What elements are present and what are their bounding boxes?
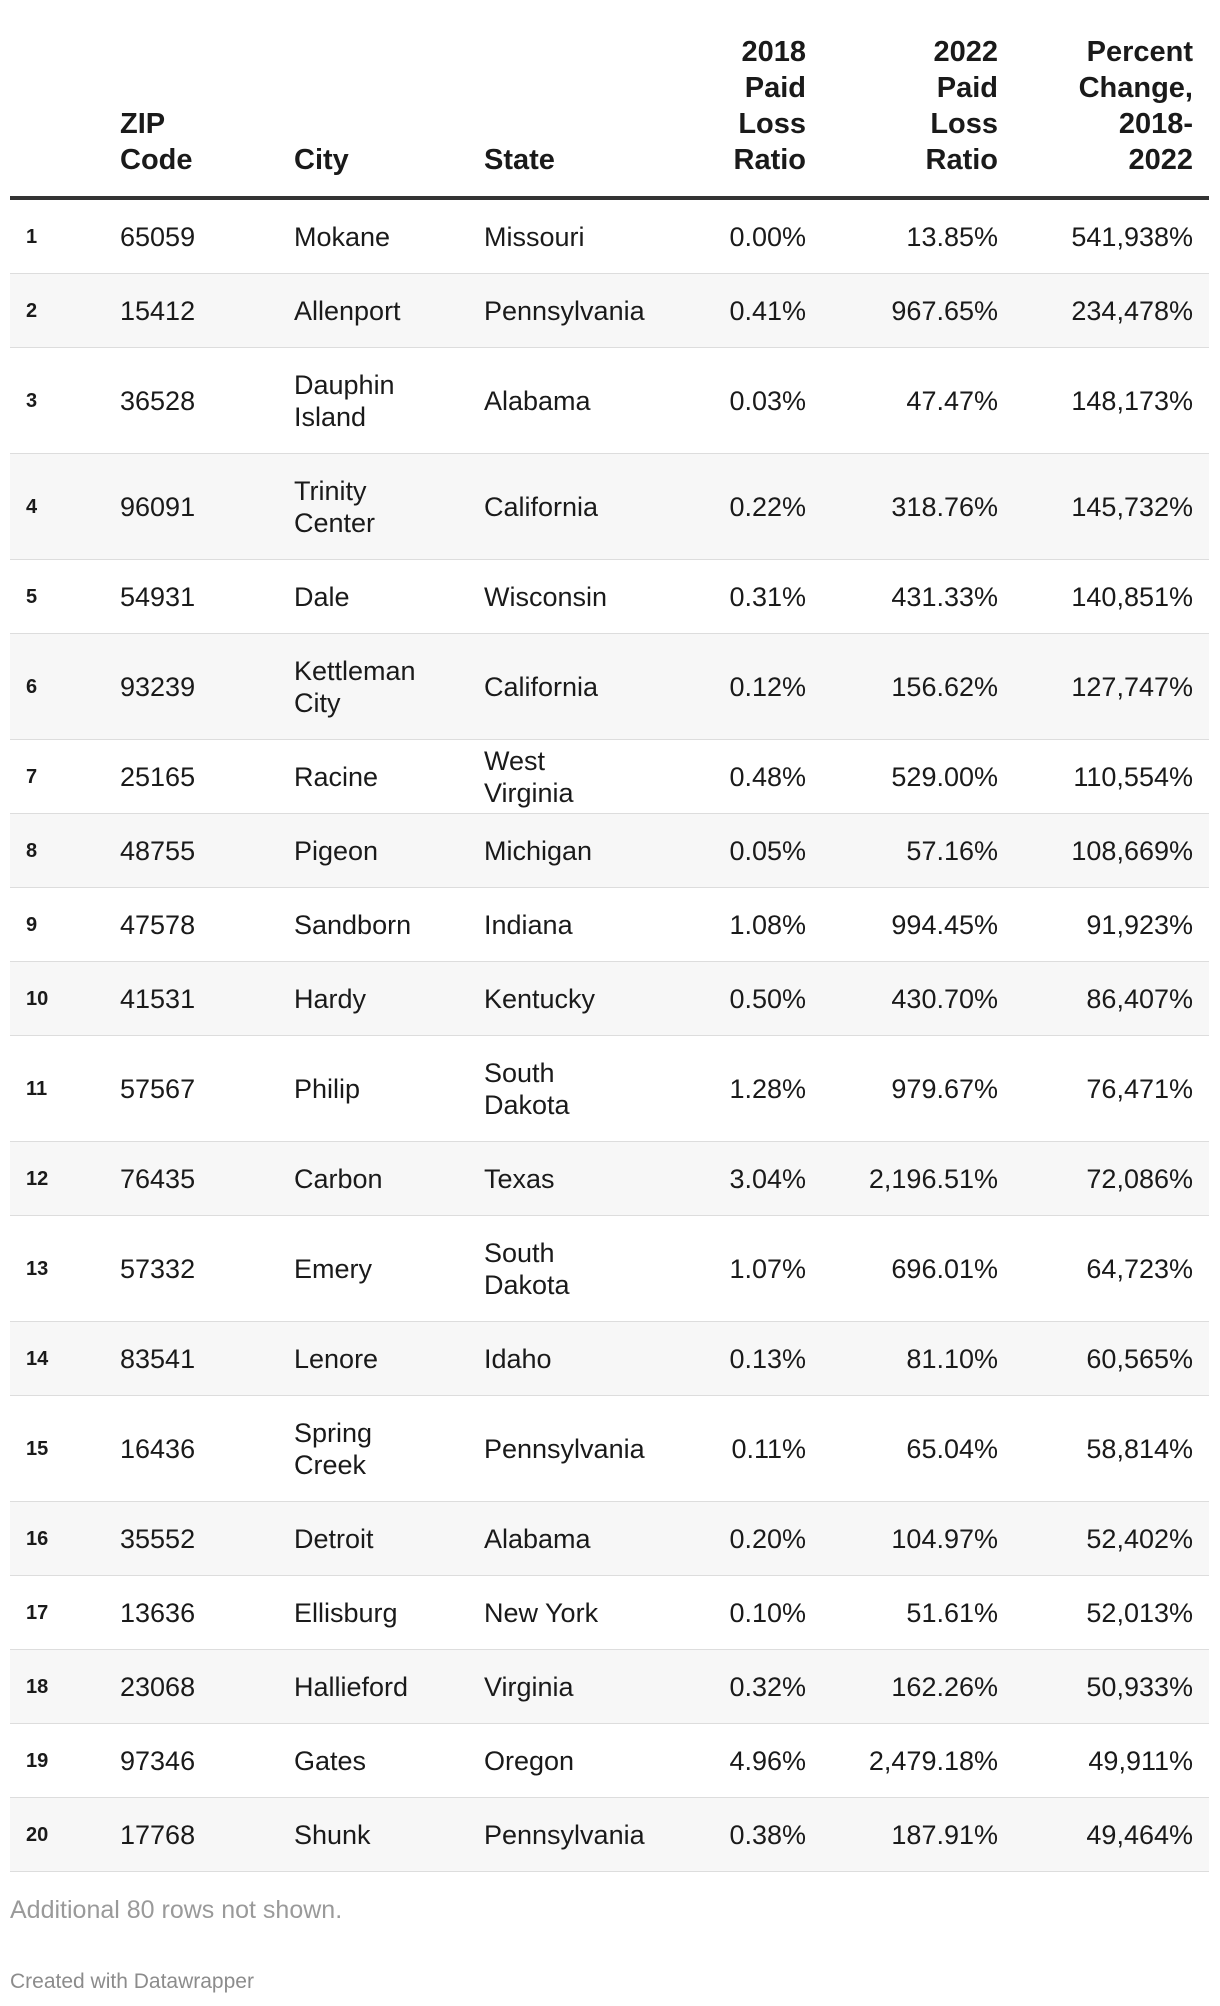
ratio-2022-cell: 529.00% [822,740,1014,814]
ratio-2018-cell: 0.50% [642,962,822,1036]
ratio-2022-cell: 13.85% [822,198,1014,274]
state-cell: Alabama [468,1502,642,1576]
rank-cell: 5 [10,560,104,634]
ratio-2018-cell: 0.05% [642,814,822,888]
state-cell: Idaho [468,1322,642,1396]
zip-code-cell: 57332 [104,1216,278,1322]
loss-ratio-table [10,34,1209,1872]
state-cell: Pennsylvania [468,1798,642,1872]
city-cell: Dale [278,560,468,634]
zip-code-cell: 93239 [104,634,278,740]
zip-code-cell: 17768 [104,1798,278,1872]
percent-change-cell: 50,933% [1014,1650,1209,1724]
ratio-2022-cell: 51.61% [822,1576,1014,1650]
state-cell: Wisconsin [468,560,642,634]
rank-cell: 15 [10,1396,104,1502]
ratio-2022-cell: 967.65% [822,274,1014,348]
percent-change-cell: 110,554% [1014,740,1209,814]
rank-cell: 17 [10,1576,104,1650]
city-cell: Dauphin Island [278,348,468,454]
ratio-2022-cell: 104.97% [822,1502,1014,1576]
table-row [10,454,1209,560]
percent-change-cell: 108,669% [1014,814,1209,888]
city-cell: Detroit [278,1502,468,1576]
rank-cell: 12 [10,1142,104,1216]
ratio-2018-cell: 4.96% [642,1724,822,1798]
ratio-2022-cell: 430.70% [822,962,1014,1036]
table-row [10,962,1209,1036]
state-cell: Missouri [468,198,642,274]
ratio-2022-cell: 696.01% [822,1216,1014,1322]
city-cell: Shunk [278,1798,468,1872]
zip-code-cell: 25165 [104,740,278,814]
state-cell: Texas [468,1142,642,1216]
state-cell: New York [468,1576,642,1650]
table-row [10,1650,1209,1724]
city-cell: Pigeon [278,814,468,888]
ratio-2022-cell: 994.45% [822,888,1014,962]
rank-cell: 13 [10,1216,104,1322]
rank-cell: 2 [10,274,104,348]
rank-cell: 7 [10,740,104,814]
city-cell: Gates [278,1724,468,1798]
city-cell: Mokane [278,198,468,274]
zip-code-cell: 76435 [104,1142,278,1216]
table-row [10,1576,1209,1650]
header-rank[interactable] [10,34,104,198]
zip-code-cell: 13636 [104,1576,278,1650]
percent-change-cell: 52,013% [1014,1576,1209,1650]
zip-code-cell: 36528 [104,348,278,454]
city-cell: Hallieford [278,1650,468,1724]
zip-code-cell: 96091 [104,454,278,560]
table-row [10,1724,1209,1798]
ratio-2018-cell: 0.00% [642,198,822,274]
state-cell: California [468,634,642,740]
ratio-2022-cell: 2,196.51% [822,1142,1014,1216]
state-cell: South Dakota [468,1036,642,1142]
ratio-2018-cell: 0.31% [642,560,822,634]
city-cell: Kettleman City [278,634,468,740]
rank-cell: 14 [10,1322,104,1396]
table-body [10,198,1209,1872]
zip-code-cell: 97346 [104,1724,278,1798]
table-row [10,1036,1209,1142]
state-cell: Kentucky [468,962,642,1036]
rank-cell: 10 [10,962,104,1036]
ratio-2022-cell: 65.04% [822,1396,1014,1502]
city-cell: Lenore [278,1322,468,1396]
city-cell: Spring Creek [278,1396,468,1502]
ratio-2022-cell: 57.16% [822,814,1014,888]
rank-cell: 1 [10,198,104,274]
ratio-2022-cell: 318.76% [822,454,1014,560]
state-cell: Virginia [468,1650,642,1724]
ratio-2018-cell: 0.12% [642,634,822,740]
ratio-2018-cell: 0.11% [642,1396,822,1502]
table-row [10,274,1209,348]
table-row [10,740,1209,814]
state-cell: Pennsylvania [468,1396,642,1502]
header-zip-code[interactable]: ZIP Code [104,34,278,198]
zip-code-cell: 23068 [104,1650,278,1724]
percent-change-cell: 49,911% [1014,1724,1209,1798]
ratio-2022-cell: 2,479.18% [822,1724,1014,1798]
rank-cell: 3 [10,348,104,454]
ratio-2022-cell: 81.10% [822,1322,1014,1396]
ratio-2022-cell: 47.47% [822,348,1014,454]
state-cell: West Virginia [468,740,642,814]
ratio-2018-cell: 0.38% [642,1798,822,1872]
ratio-2018-cell: 0.20% [642,1502,822,1576]
city-cell: Sandborn [278,888,468,962]
rank-cell: 8 [10,814,104,888]
header-row [10,34,1209,198]
table-row [10,888,1209,962]
header-2018-paid-loss-ratio[interactable]: 2018 Paid Loss Ratio [642,34,822,198]
ratio-2018-cell: 0.13% [642,1322,822,1396]
percent-change-cell: 86,407% [1014,962,1209,1036]
city-cell: Carbon [278,1142,468,1216]
ratio-2022-cell: 162.26% [822,1650,1014,1724]
state-cell: Oregon [468,1724,642,1798]
percent-change-cell: 60,565% [1014,1322,1209,1396]
percent-change-cell: 234,478% [1014,274,1209,348]
ratio-2018-cell: 1.08% [642,888,822,962]
city-cell: Allenport [278,274,468,348]
table-row [10,1798,1209,1872]
zip-code-cell: 35552 [104,1502,278,1576]
ratio-2018-cell: 0.41% [642,274,822,348]
percent-change-cell: 91,923% [1014,888,1209,962]
ratio-2018-cell: 1.07% [642,1216,822,1322]
ratio-2018-cell: 0.10% [642,1576,822,1650]
zip-code-cell: 48755 [104,814,278,888]
percent-change-cell: 52,402% [1014,1502,1209,1576]
ratio-2018-cell: 3.04% [642,1142,822,1216]
zip-code-cell: 16436 [104,1396,278,1502]
rank-cell: 9 [10,888,104,962]
rank-cell: 11 [10,1036,104,1142]
table-row [10,634,1209,740]
table-header [10,34,1209,198]
percent-change-cell: 58,814% [1014,1396,1209,1502]
ratio-2022-cell: 156.62% [822,634,1014,740]
table-row [10,198,1209,274]
city-cell: Emery [278,1216,468,1322]
table-row [10,348,1209,454]
city-cell: Ellisburg [278,1576,468,1650]
ratio-2022-cell: 187.91% [822,1798,1014,1872]
zip-code-cell: 41531 [104,962,278,1036]
state-cell: Michigan [468,814,642,888]
table-row [10,560,1209,634]
rank-cell: 20 [10,1798,104,1872]
state-cell: Alabama [468,348,642,454]
rank-cell: 19 [10,1724,104,1798]
zip-code-cell: 15412 [104,274,278,348]
percent-change-cell: 140,851% [1014,560,1209,634]
table-row [10,1396,1209,1502]
percent-change-cell: 127,747% [1014,634,1209,740]
city-cell: Trinity Center [278,454,468,560]
state-cell: South Dakota [468,1216,642,1322]
city-cell: Racine [278,740,468,814]
header-state[interactable]: State [468,34,642,198]
table-row [10,1216,1209,1322]
ratio-2018-cell: 0.48% [642,740,822,814]
state-cell: Indiana [468,888,642,962]
zip-code-cell: 83541 [104,1322,278,1396]
ratio-2018-cell: 1.28% [642,1036,822,1142]
ratio-2018-cell: 0.03% [642,348,822,454]
ratio-2018-cell: 0.22% [642,454,822,560]
state-cell: Pennsylvania [468,274,642,348]
percent-change-cell: 49,464% [1014,1798,1209,1872]
zip-code-cell: 57567 [104,1036,278,1142]
percent-change-cell: 541,938% [1014,198,1209,274]
header-city[interactable]: City [278,34,468,198]
percent-change-cell: 72,086% [1014,1142,1209,1216]
table-row [10,1322,1209,1396]
rank-cell: 6 [10,634,104,740]
zip-code-cell: 47578 [104,888,278,962]
city-cell: Philip [278,1036,468,1142]
header-percent-change[interactable]: Percent Change, 2018-2022 [1014,34,1209,198]
percent-change-cell: 145,732% [1014,454,1209,560]
table-row [10,814,1209,888]
percent-change-cell: 76,471% [1014,1036,1209,1142]
header-2022-paid-loss-ratio[interactable]: 2022 Paid Loss Ratio [822,34,1014,198]
state-cell: California [468,454,642,560]
ratio-2018-cell: 0.32% [642,1650,822,1724]
percent-change-cell: 148,173% [1014,348,1209,454]
ratio-2022-cell: 431.33% [822,560,1014,634]
percent-change-cell: 64,723% [1014,1216,1209,1322]
rank-cell: 16 [10,1502,104,1576]
ratio-2022-cell: 979.67% [822,1036,1014,1142]
rank-cell: 18 [10,1650,104,1724]
zip-code-cell: 54931 [104,560,278,634]
table-row [10,1142,1209,1216]
city-cell: Hardy [278,962,468,1036]
table-row [10,1502,1209,1576]
zip-code-cell: 65059 [104,198,278,274]
rows-not-shown-note: Additional 80 rows not shown. [10,1896,343,1924]
datawrapper-credit: Created with Datawrapper [10,1970,254,1993]
rank-cell: 4 [10,454,104,560]
